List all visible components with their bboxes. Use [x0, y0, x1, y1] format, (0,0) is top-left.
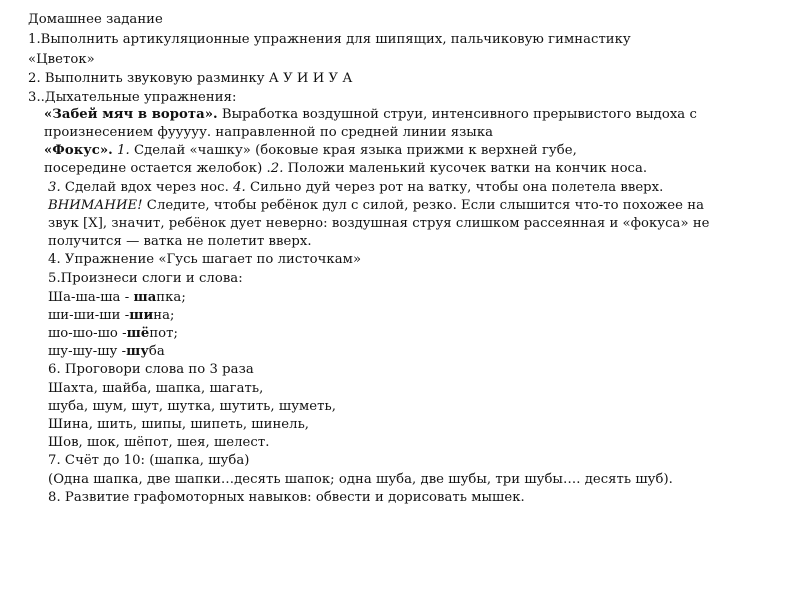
- exercise-focus-line-1: «Фокус». 1. Сделай «чашку» (боковые края языка прижми к верхней губе,: [44, 143, 577, 158]
- word-line: шуба, шум, шут, шутка, шутить, шуметь,: [48, 399, 336, 414]
- task-6: 6. Проговори слова по 3 раза: [48, 362, 254, 377]
- task-1-line-1: 1.Выполнить артикуляционные упражнения для шипящих, пальчиковую гимнастику: [28, 32, 631, 47]
- syllable-line: шо-шо-шо -шёпот;: [48, 326, 179, 341]
- exercise-focus-line-2: посередине остается желобок) .2. Положи маленький кусочек ватки на кончик носа.: [44, 161, 648, 176]
- exercise-ball-line-2: произнесением фууууу. направленной по средней линии языка: [44, 125, 494, 140]
- exercise-ball-title: «Забей мяч в ворота».: [44, 107, 218, 122]
- syllable-line: шу-шу-шу -шуба: [48, 344, 165, 359]
- warning-label: ВНИМАНИЕ!: [48, 198, 143, 213]
- word-line: Шина, шить, шипы, шипеть, шинель,: [48, 417, 310, 432]
- syllable-line: ши-ши-ши -шина;: [48, 308, 175, 323]
- exercise-focus-line-3: 3. Сделай вдох через нос. 4. Сильно дуй через рот на ватку, чтобы она полетела вверх.: [48, 180, 664, 195]
- task-7: 7. Счёт до 10: (шапка, шуба): [48, 453, 250, 468]
- homework-title: Домашнее задание: [28, 12, 163, 27]
- task-4: 4. Упражнение «Гусь шагает по листочкам»: [48, 252, 362, 267]
- exercise-focus-line-4: ВНИМАНИЕ! Следите, чтобы ребёнок дул с силой, резко. Если слышится что-то похожее на: [48, 198, 704, 213]
- exercise-focus-title: «Фокус».: [44, 143, 113, 158]
- exercise-ball-line-1: «Забей мяч в ворота». Выработка воздушной струи, интенсивного прерывистого выдоха с: [44, 107, 697, 122]
- syllable-line: Ша-ша-ша - шапка;: [48, 290, 186, 305]
- task-2: 2. Выполнить звуковую разминку А У И И У А: [28, 71, 353, 86]
- task-1-line-2: «Цветок»: [28, 52, 95, 67]
- task-3: 3..Дыхательные упражнения:: [28, 90, 237, 105]
- task-5: 5.Произнеси слоги и слова:: [48, 271, 243, 286]
- task-8: 8. Развитие графомоторных навыков: обвести и дорисовать мышек.: [48, 490, 525, 505]
- exercise-focus-line-5: звук [Х], значит, ребёнок дует неверно: воздушная струя слишком рассеянная и «фокуса» не: [48, 216, 710, 231]
- word-line: Шахта, шайба, шапка, шагать,: [48, 381, 264, 396]
- task-7-counting: (Одна шапка, две шапки…десять шапок; одна шуба, две шубы, три шубы…. десять шуб).: [48, 472, 673, 487]
- word-line: Шов, шок, шёпот, шея, шелест.: [48, 435, 270, 450]
- exercise-focus-line-6: получится — ватка не полетит вверх.: [48, 234, 312, 249]
